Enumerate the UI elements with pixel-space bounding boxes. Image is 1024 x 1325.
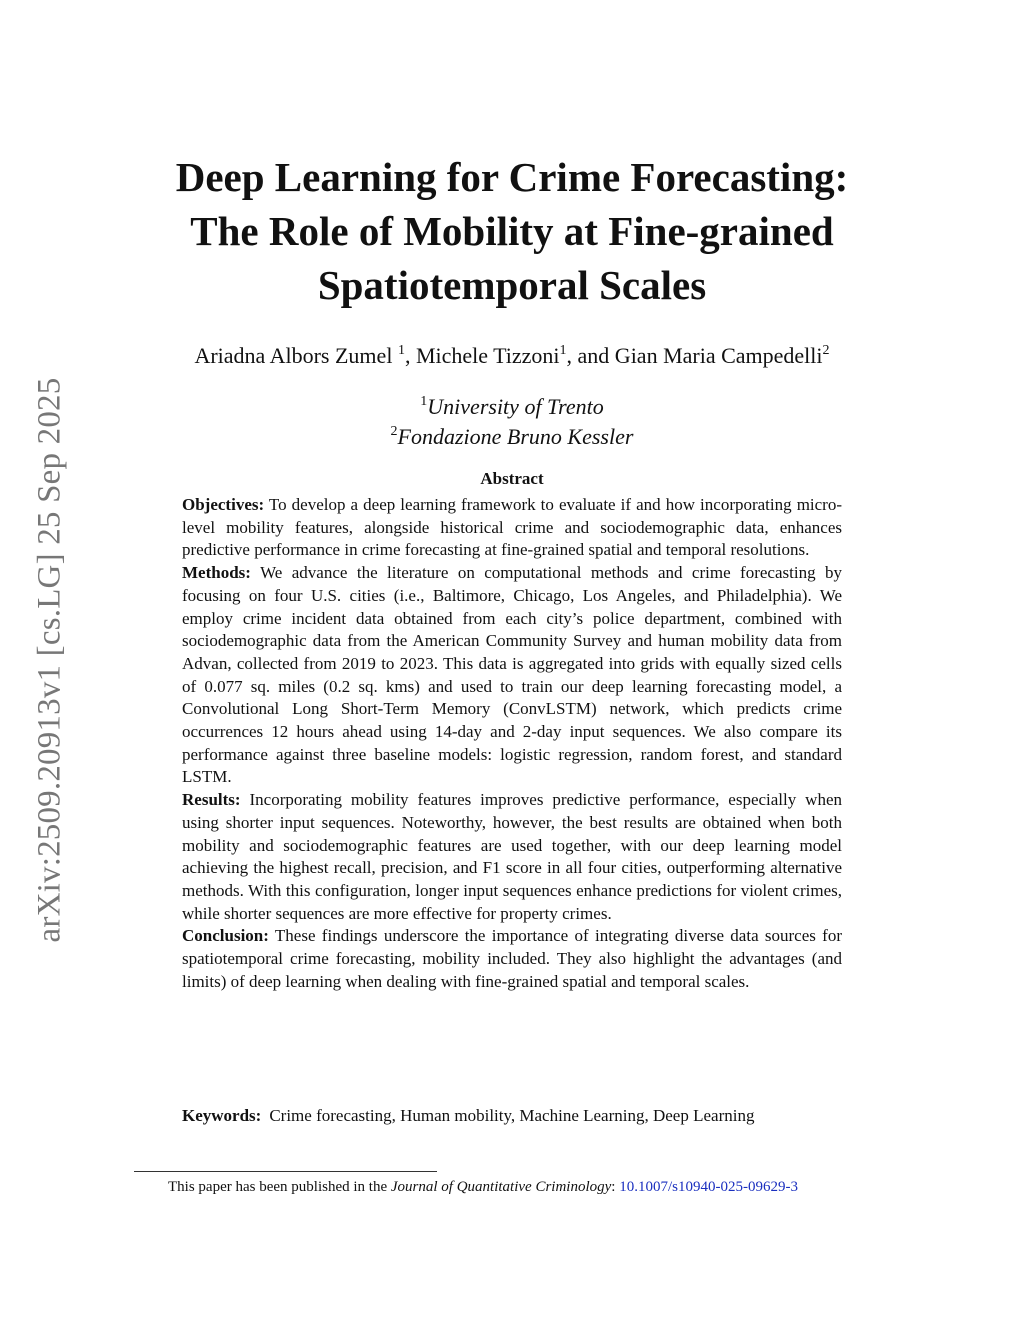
- section-label: Conclusion:: [182, 926, 269, 946]
- footnote-colon: :: [611, 1179, 620, 1195]
- title-line: The Role of Mobility at Fine-grained: [190, 208, 834, 254]
- doi-link[interactable]: 10.1007/s10940-025-09629-3: [619, 1179, 798, 1195]
- section-text: To develop a deep learning framework to evaluate if and how incorporating micro-level mobility features, alongside historical crime and sociodemographic data, enhances predictive performance in crime forecasting at fine-grained spatial and temporal resolutions.: [182, 495, 843, 560]
- paper-title: [0, 150, 1024, 312]
- abstract-section-methods: [182, 562, 842, 789]
- section-text: These findings underscore the importance of integrating diverse data sources for spatiotemporal crime forecasting, mobility included. They also highlight the advantages (and limits) of deep learning when dealing with fine-grained spatial and temporal scales.: [182, 926, 843, 991]
- section-label: Results:: [182, 790, 241, 810]
- keywords-label: Keywords:: [182, 1106, 262, 1125]
- section-text: We advance the literature on computational methods and crime forecasting by focusing on four U.S. cities (i.e., Baltimore, Chicago, Los Angeles, and Philadelphia). We employ crime incident data obtained from each city’s police department, combined with sociodemographic data from the American Community Survey and human mobility data from Advan, collected from 2019 to 2023. This data is aggregated into grids with equally sized cells of 0.077 sq. miles (0.2 sq. kms) and used to train our deep learning forecasting model, a Convolutional Long Short-Term Memory (ConvLSTM) network, which predicts crime occurrences 12 hours ahead using 14-day and 2-day input sequences. We also compare its performance against three baseline models: logistic regression, random forest, and standard LSTM.: [182, 563, 842, 787]
- affiliation-marker: 2: [822, 343, 830, 358]
- section-label: Methods:: [182, 563, 251, 583]
- affiliation-marker: 1: [420, 394, 428, 409]
- abstract-body: [182, 494, 842, 993]
- affiliation-name: University of Trento: [427, 394, 604, 419]
- publication-footnote: [168, 1177, 798, 1197]
- journal-name: Journal of Quantitative Criminology: [390, 1179, 612, 1195]
- affiliation: [0, 392, 1024, 422]
- affiliation-list: [0, 392, 1024, 452]
- author-name: , and Gian Maria Campedelli: [566, 343, 823, 368]
- keywords: [182, 1105, 842, 1127]
- abstract-section-conclusion: [182, 925, 842, 993]
- section-text: Incorporating mobility features improves predictive performance, especially when using shorter input sequences. Noteworthy, however, the best results are obtained when both mobility and sociodemographic features are used together, with our deep learning model achieving the highest recall, precision, and F1 score in all four cities, outperforming alternative methods. With this configuration, longer input sequences enhance predictions for violent crimes, while shorter sequences are more effective for property crimes.: [182, 790, 842, 923]
- affiliation-name: Fondazione Bruno Kessler: [397, 424, 634, 449]
- author-name: , Michele Tizzoni: [404, 343, 560, 368]
- footnote-rule: [134, 1171, 437, 1172]
- affiliation-marker: 1: [559, 343, 567, 358]
- keywords-text: Crime forecasting, Human mobility, Machine Learning, Deep Learning: [269, 1106, 755, 1125]
- title-line: Spatiotemporal Scales: [317, 262, 707, 308]
- author-list: [0, 341, 1024, 371]
- affiliation-marker: 1: [397, 343, 405, 358]
- affiliation-marker: 2: [390, 424, 398, 439]
- section-label: Objectives:: [182, 495, 265, 514]
- footnote-prefix: This paper has been published in the: [168, 1179, 391, 1195]
- abstract-section-results: [182, 789, 842, 925]
- arxiv-identifier-stamp: arXiv:2509.20913v1 [cs.LG] 25 Sep 2025: [31, 377, 68, 943]
- abstract-section-objectives: [182, 494, 842, 562]
- abstract-heading: Abstract: [480, 469, 544, 488]
- affiliation: [0, 422, 1024, 452]
- title-line: Deep Learning for Crime Forecasting:: [175, 154, 849, 200]
- author-name: Ariadna Albors Zumel: [194, 343, 398, 368]
